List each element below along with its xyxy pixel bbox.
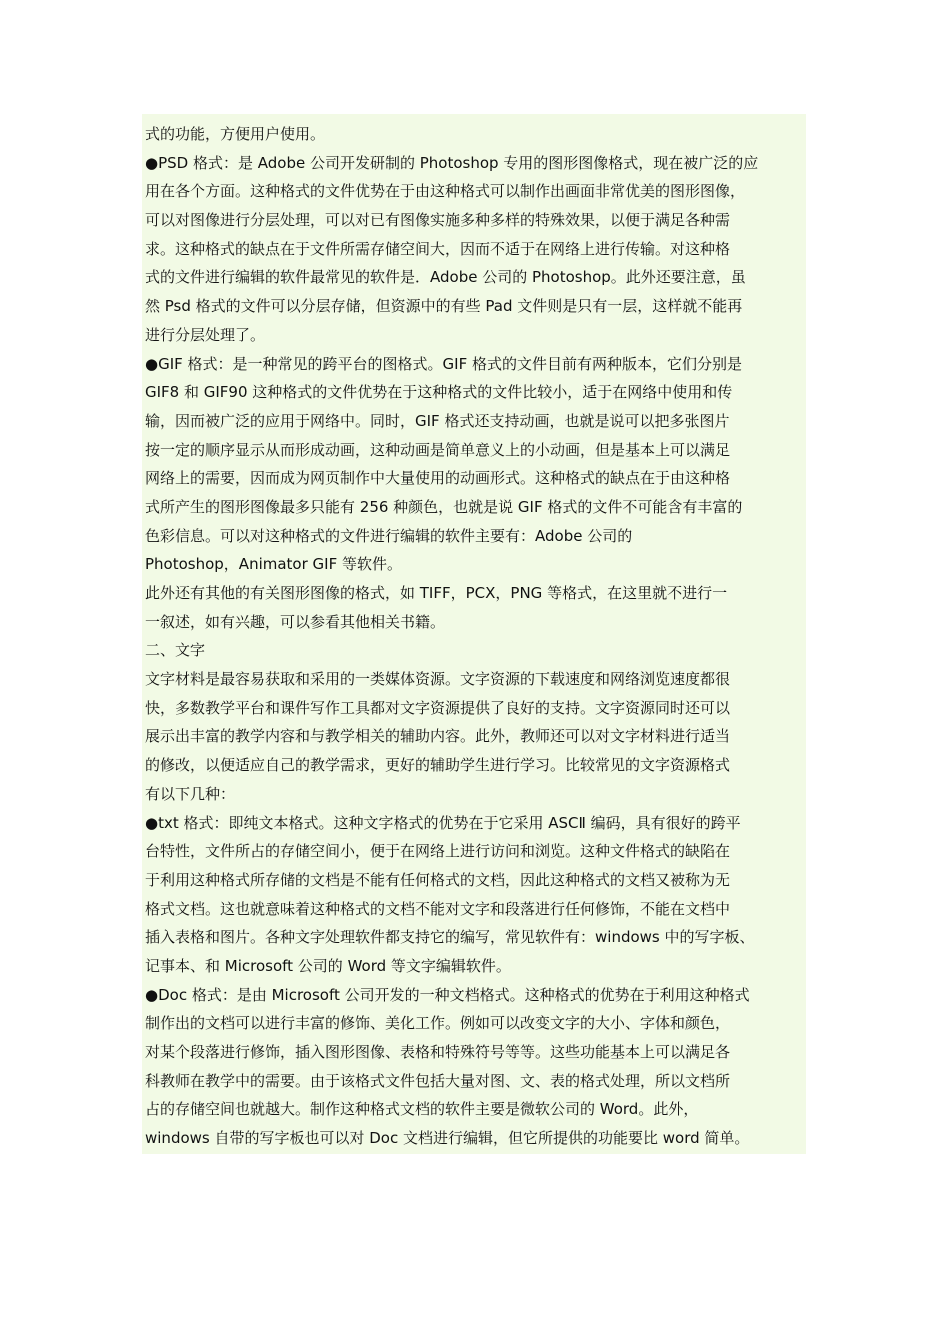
text-line: 输，因而被广泛的应用于网络中。同时，GIF 格式还支持动画，也就是说可以把多张图片: [145, 411, 730, 430]
text-line: 插入表格和图片。各种文字处理软件都支持它的编写，常见软件有：windows 中的写字板、: [145, 928, 755, 947]
text-line: 记事本、和 Microsoft 公司的 Word 等文字编辑软件。: [145, 956, 511, 975]
text-line: 对某个段落进行修饰，插入图形图像、表格和特殊符号等等。这些功能基本上可以满足各: [145, 1043, 731, 1061]
text-line: 台特性，文件所占的存储空间小，便于在网络上进行访问和浏览。这种文件格式的缺陷在: [145, 842, 731, 861]
text-line: 然 Psd 格式的文件可以分层存储，但资源中的有些 Pad 文件则是只有一层，这样就不能再: [145, 297, 743, 316]
text-line: 此外还有其他的有关图形图像的格式，如 TIFF，PCX，PNG 等格式，在这里就不进行一: [145, 584, 728, 602]
text-line: ●txt 格式：即纯文本格式。这种文字格式的优势在于它采用 ASCⅡ 编码，具有很好的跨平: [145, 813, 741, 832]
text-line: 快，多数教学平台和课件写作工具都对文字资源提供了良好的支持。文字资源同时还可以: [145, 698, 731, 717]
text-line: 用在各个方面。这种格式的文件优势在于由这种格式可以制作出画面非常优美的图形图像，: [145, 182, 746, 201]
text-line: 按一定的顺序显示从而形成动画，这种动画是简单意义上的小动画，但是基本上可以满足: [145, 440, 731, 459]
text-line: 式的文件进行编辑的软件最常见的软件是．Adobe 公司的 Photoshop。此外还要注意，虽: [145, 268, 746, 287]
text-line: GIF8 和 GIF90 这种格式的文件优势在于这种格式的文件比较小，适于在网络中使用和传: [145, 383, 733, 402]
text-line: 格式文档。这也就意味着这种格式的文档不能对文字和段落进行任何修饰，不能在文档中: [145, 899, 731, 918]
text-line: 展示出丰富的教学内容和与教学相关的辅助内容。此外，教师还可以对文字材料进行适当: [145, 727, 731, 746]
highlighted-text-block: [142, 114, 806, 1154]
text-line: 式的功能，方便用户使用。: [145, 125, 326, 143]
text-line: 科教师在教学中的需要。由于该格式文件包括大量对图、文、表的格式处理，所以文档所: [145, 1071, 731, 1090]
text-line: 制作出的文档可以进行丰富的修饰、美化工作。例如可以改变文字的大小、字体和颜色，: [145, 1014, 731, 1033]
text-line: 文字材料是最容易获取和采用的一类媒体资源。文字资源的下载速度和网络浏览速度都很: [145, 670, 731, 689]
text-line: 于利用这种格式所存储的文档是不能有任何格式的文档，因此这种格式的文档又被称为无: [145, 870, 731, 889]
text-line: 求。这种格式的缺点在于文件所需存储空间大，因而不适于在网络上进行传输。对这种格: [145, 239, 731, 258]
text-line: 色彩信息。可以对这种格式的文件进行编辑的软件主要有：Adobe 公司的: [145, 526, 633, 545]
text-line: 一叙述，如有兴趣，可以参看其他相关书籍。: [145, 612, 446, 631]
text-line: 进行分层处理了。: [145, 325, 266, 344]
text-line: 有以下几种：: [145, 784, 236, 803]
text-line: 式所产生的图形图像最多只能有 256 种颜色，也就是说 GIF 格式的文件不可能含有丰富的: [145, 497, 743, 516]
text-line: 二、文字: [145, 641, 206, 660]
text-line: 的修改，以便适应自己的教学需求，更好的辅助学生进行学习。比较常见的文字资源格式: [145, 756, 731, 775]
text-line: ●PSD 格式：是 Adobe 公司开发研制的 Photoshop 专用的图形图像格式，现在被广泛的应: [145, 153, 759, 172]
text-line: Photoshop，Animator GIF 等软件。: [145, 555, 402, 574]
text-line: windows 自带的写字板也可以对 Doc 文档进行编辑，但它所提供的功能要比 word 简单。: [145, 1129, 750, 1148]
text-line: ●GIF 格式：是一种常见的跨平台的图格式。GIF 格式的文件目前有两种版本，它们分别是: [145, 354, 742, 373]
text-line: ●Doc 格式：是由 Microsoft 公司开发的一种文档格式。这种格式的优势在于利用这种格式: [145, 985, 750, 1004]
text-line: 网络上的需要，因而成为网页制作中大量使用的动画形式。这种格式的缺点在于由这种格: [145, 469, 731, 488]
text-line: 占的存储空间也就越大。制作这种格式文档的软件主要是微软公司的 Word。此外，: [145, 1100, 699, 1119]
text-line: 可以对图像进行分层处理，可以对已有图像实施多种多样的特殊效果，以便于满足各种需: [145, 211, 731, 230]
